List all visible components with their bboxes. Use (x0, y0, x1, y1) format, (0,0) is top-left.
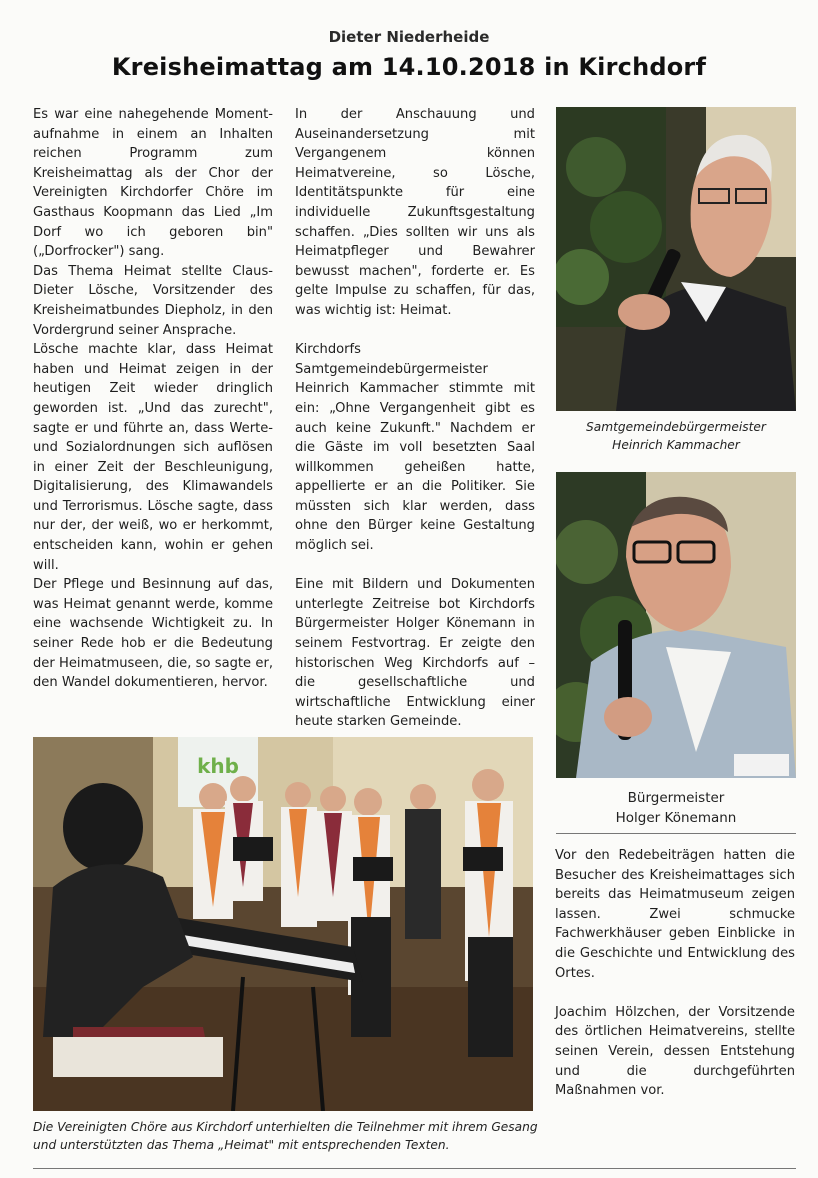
paragraph: Kirchdorfs Samtgemeindebürgermeister Heinrich Kammacher stimmte mit ein: „Ohne Vergangenheit gibt es auch keine Zukunft." Nachdem er die Gäste im voll besetzten Saal willkommen geheißen hatte, appellierte er an die Politiker. Sie müssten sich klar werden, dass ohne den Bürger keine Gestaltung möglich sei. (295, 342, 535, 554)
article-title: Kreisheimattag am 14.10.2018 in Kirchdorf (111, 53, 707, 81)
article-column-3 (555, 846, 795, 1101)
paragraph: Eine mit Bildern und Dokumenten unterlegte Zeitreise bot Kirchdorfs Bürgermeister Holger Könemann in seinem Festvortrag. Er zeigte den historischen Weg Kirchdorfs auf – die gesellschaftliche und wirtschaftliche Entwicklung einer heute starken Gemeinde. (295, 577, 535, 730)
article-column-2 (295, 105, 535, 732)
choir-caption: Die Vereinigten Chöre aus Kirchdorf unterhielten die Teilnehmer mit ihrem Gesang und unterstützten das Thema „Heimat" mit entsprechenden Texten. (33, 1120, 538, 1152)
photo-1-caption (556, 418, 796, 454)
bottom-divider (33, 1168, 796, 1169)
photo-koenemann (556, 472, 796, 778)
author-line: Dieter Niederheide (328, 28, 490, 46)
paragraph: In der Anschauung und Auseinandersetzung mit Vergangenem können Heimatvereine, so Lösche, Identitätspunkte für eine individuelle Zukunftsgestaltung schaffen. „Dies sollten wir uns als Heimatpfleger und Bewahrer bewusst machen", forderte er. Es gelte Impulse zu schaffen, für das, was wichtig ist: Heimat. (295, 107, 535, 318)
paragraph: Lösche machte klar, dass Heimat haben und Heimat zeigen in der heutigen Zeit wieder dringlich geworden ist. „Und das zurecht", sagte er und führte an, dass Werte- und Sozialordnungen sich auflösen in einer Zeit der Beschleunigung, Digitalisierung, des Klimawandels und Terrorismus. Lösche sagte, dass nur der, der weiß, wo er herkommt, entscheiden kann, wohin er gehen will. (33, 342, 273, 573)
photo-2-caption (556, 788, 796, 828)
paragraph: Das Thema Heimat stellte Claus-Dieter Lösche, Vorsitzender des Kreisheimatbundes Diepholz, in den Vordergrund seiner Ansprache. (33, 263, 273, 338)
paragraph: Joachim Hölzchen, der Vorsitzende des örtlichen Heimatvereins, stellte seinen Verein, dessen Entstehung und die durchgeführten Maßnahmen vor. (555, 1004, 795, 1099)
banner-logo: khb (197, 754, 239, 778)
paragraph: Es war eine nahegehende Moment-aufnahme in einem an Inhalten reichen Programm zum Kreisheimattag als der Chor der Vereinigten Kirchdorfer Chöre im Gasthaus Koopmann das Lied „Im Dorf wo ich geboren bin" („Dorfrocker") sang. (33, 107, 273, 260)
paragraph: Der Pflege und Besinnung auf das, was Heimat genannt werde, komme eine wachsende Wichtigkeit zu. In seiner Rede hob er die Bedeutung der Heimatmuseen, die, so sagte er, den Wandel dokumentieren, hervor. (33, 577, 273, 691)
caption-line: Samtgemeindebürgermeister (586, 420, 766, 434)
caption-line: Bürgermeister (627, 790, 725, 806)
divider (556, 833, 796, 834)
caption-line: Heinrich Kammacher (612, 438, 740, 452)
photo-choir (33, 737, 533, 1111)
caption-line: Holger Könemann (615, 810, 737, 826)
paragraph: Vor den Redebeiträgen hatten die Besucher des Kreisheimattages sich bereits das Heimatmuseum zeigen lassen. Zwei schmucke Fachwerkhäuser geben Einblicke in die Geschichte und Entwicklung des Ortes. (555, 848, 795, 981)
article-column-1 (33, 105, 273, 693)
photo-kammacher (556, 107, 796, 411)
